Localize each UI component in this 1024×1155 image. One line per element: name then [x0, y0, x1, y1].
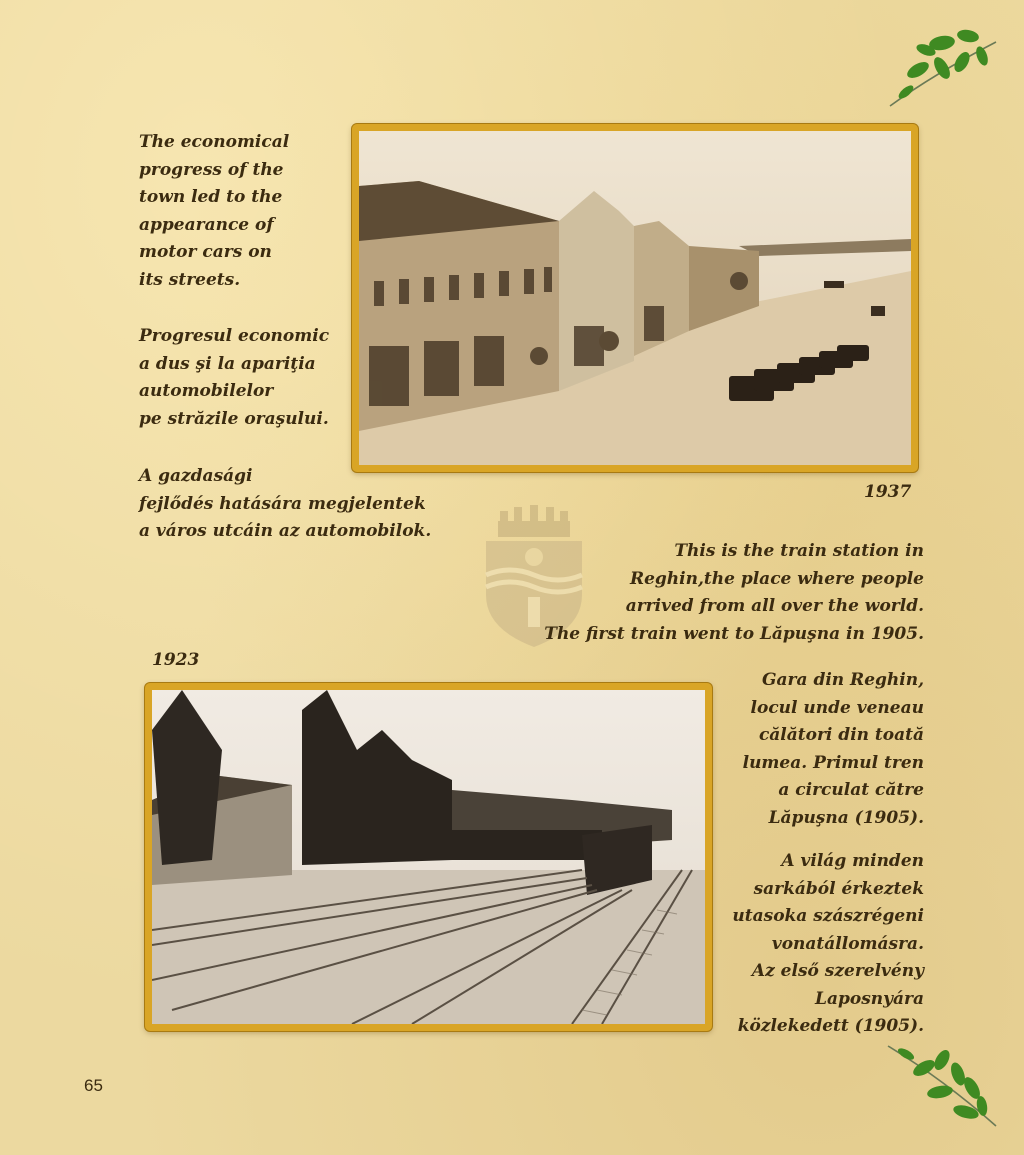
romanian-caption-cars: Progresul economic a dus şi la apariţia automobilelor pe străzile oraşului. — [139, 326, 330, 429]
hungarian-caption-cars: A gazdasági fejlődés hatására megjelentek a város utcáin az automobilok. — [139, 466, 432, 541]
page-number: 65 — [84, 1076, 103, 1095]
english-caption-cars: The economical progress of the town led to the appearance of motor cars on its streets. — [139, 132, 290, 290]
leaf-branch-icon — [884, 26, 1000, 112]
hungarian-caption-station: A világ minden sarkából érkeztek utasoka szászrégeni vonatállomásra. Az első szerelvény Laposnyára közlekedett (1905). — [732, 851, 924, 1036]
photo-station-1923 — [145, 683, 712, 1031]
romanian-caption-station: Gara din Reghin, locul unde veneau călători din toată lumea. Primul tren a circulat către Lăpuşna (1905). — [742, 670, 924, 828]
year-label-1923: 1923 — [152, 650, 200, 670]
leaf-branch-icon — [884, 1040, 1000, 1130]
year-label-1937: 1937 — [864, 482, 912, 502]
photo-street-1937 — [352, 124, 918, 472]
english-caption-station: This is the train station in Reghin,the place where people arrived from all over the world. The first train went to Lăpuşna in 1905. — [544, 541, 924, 644]
